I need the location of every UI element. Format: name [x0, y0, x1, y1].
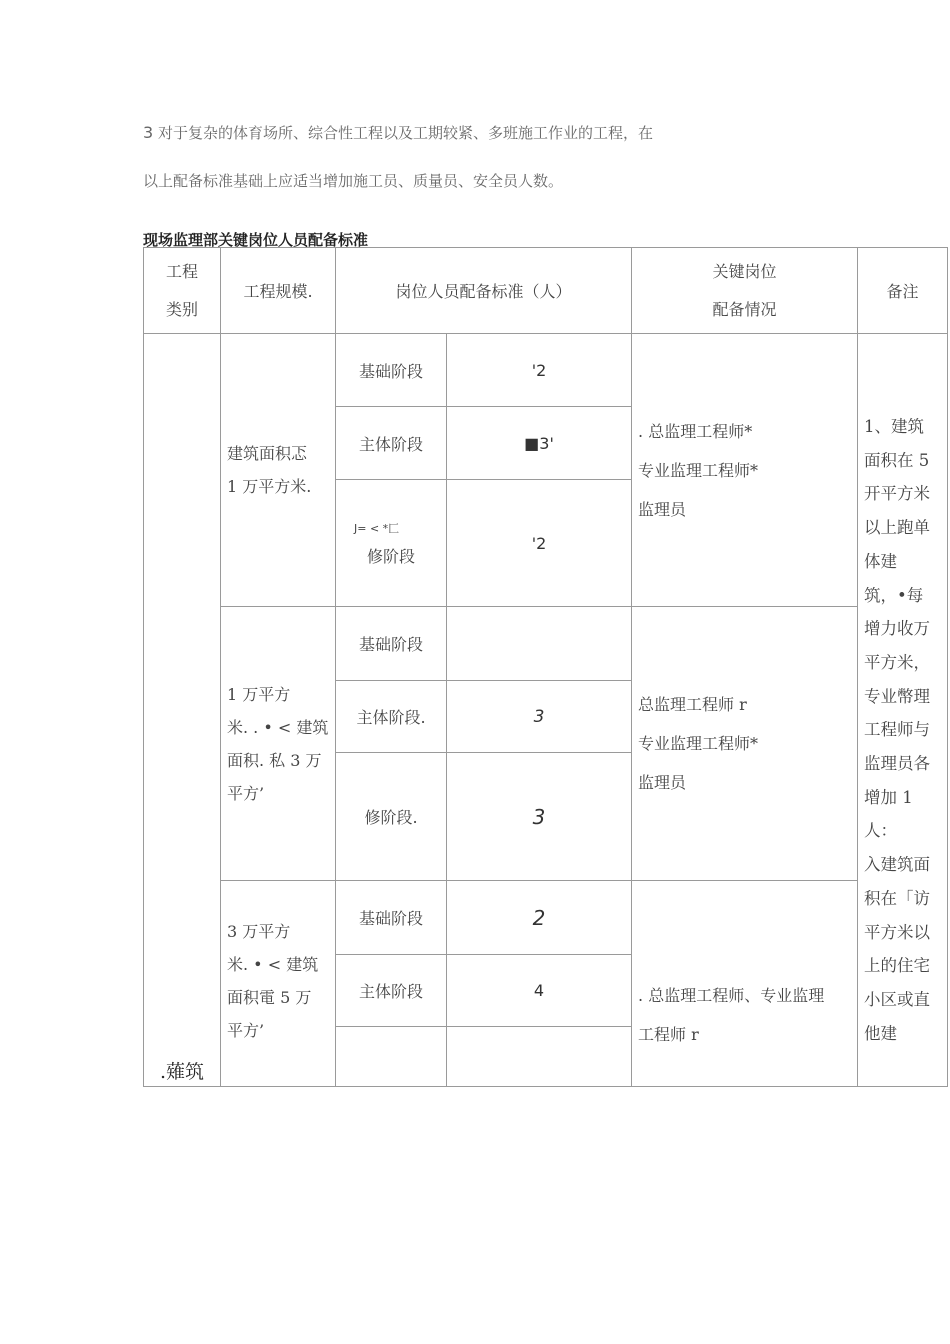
stage-cell: 主体阶段.	[336, 681, 447, 753]
value-cell: 3	[447, 753, 632, 881]
header-staffing: 岗位人员配备标准（人）	[336, 248, 632, 334]
value-cell: '2	[447, 334, 632, 407]
table-row	[144, 881, 948, 955]
table-title: 现场监理部关键岗位人员配备标准	[143, 231, 369, 249]
header-row	[144, 248, 948, 334]
scale-cell: 1 万平方 米. . • < 建筑 面积. 私 3 万 平方’	[221, 607, 336, 881]
category-cell: .薙筑	[144, 334, 221, 1087]
stage-cell: 主体阶段	[336, 407, 447, 480]
stage-cell: 基础阶段	[336, 881, 447, 955]
value-cell: ■3'	[447, 407, 632, 480]
value-cell: 3	[447, 681, 632, 753]
key-positions-cell: . 总监理工程师、专业监理 工程师 r	[632, 881, 858, 1087]
header-category: 工程 类别	[144, 248, 221, 334]
header-scale: 工程规模.	[221, 248, 336, 334]
paragraph-line-2: 以上配备标准基础上应适当增加施工员、质量员、安全员人数。	[143, 172, 564, 190]
paragraph-line-1	[143, 122, 653, 143]
value-cell	[447, 607, 632, 681]
paragraph-text-1: 对于复杂的体育场所、综合性工程以及工期较紧、多班施工作业的工程，在	[153, 124, 653, 142]
stage-cell: 基础阶段	[336, 607, 447, 681]
paragraph-number: 3	[143, 123, 154, 142]
stage-cell: 主体阶段	[336, 955, 447, 1027]
stage-cell	[336, 1027, 447, 1087]
remark-cell: 1、建筑 面积在 5 开平方米 以上跑单 体建 筑，•每 增力收万 平方米， 专业幣理 工程师与 监理员各 增加 1 人： 入建筑面 积在「访 平方米以 上的住宅 小区或直 他建	[858, 334, 948, 1087]
scale-cell: 3 万平方 米. • < 建筑 面积電 5 万 平方’	[221, 881, 336, 1087]
stage-cell: 基础阶段	[336, 334, 447, 407]
table-row	[144, 607, 948, 681]
staffing-table-container	[143, 247, 947, 1083]
value-cell	[447, 1027, 632, 1087]
value-cell: 4	[447, 955, 632, 1027]
header-key-positions: 关键岗位 配备情况	[632, 248, 858, 334]
key-positions-cell: . 总监理工程师* 专业监理工程师* 监理员	[632, 334, 858, 607]
value-cell: 2	[447, 881, 632, 955]
stage-cell: 修阶段.	[336, 753, 447, 881]
stage-cell: J= < *匚 修阶段	[336, 480, 447, 607]
key-positions-cell: 总监理工程师 r 专业监理工程师* 监理员	[632, 607, 858, 881]
scale-cell: 建筑面积忑 1 万平方米.	[221, 334, 336, 607]
header-remark: 备注	[858, 248, 948, 334]
staffing-table	[143, 247, 948, 1087]
table-row	[144, 334, 948, 407]
value-cell: '2	[447, 480, 632, 607]
